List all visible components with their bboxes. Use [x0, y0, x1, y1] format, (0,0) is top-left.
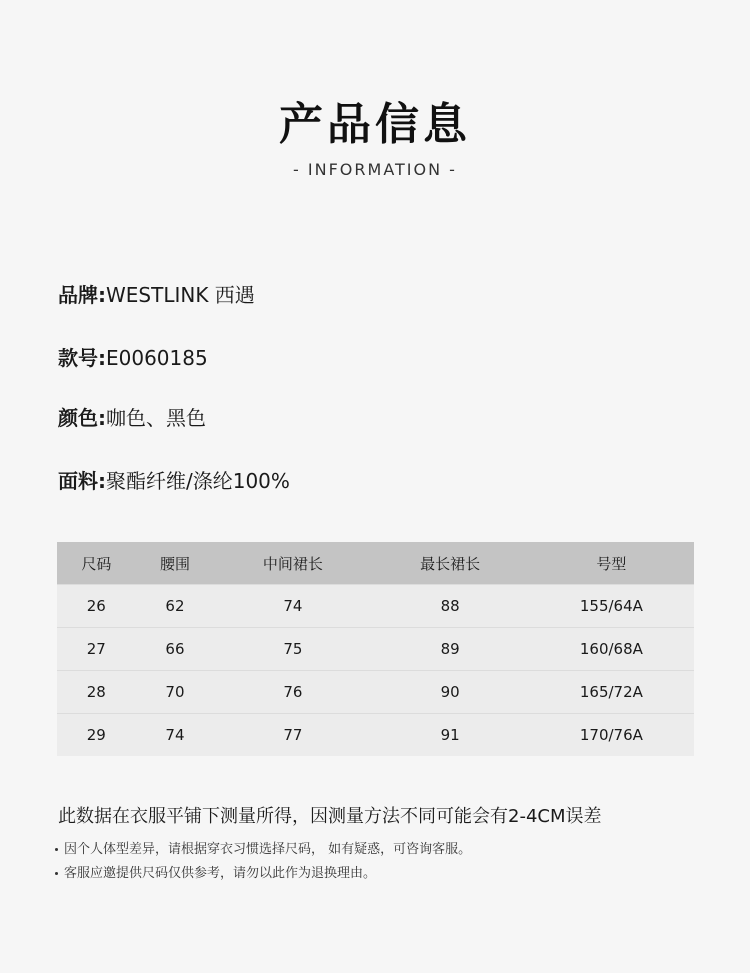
page-title: 产品信息	[279, 99, 471, 150]
table-cell: 28	[57, 671, 136, 714]
header-size: 尺码	[57, 542, 136, 585]
table-row	[57, 585, 694, 628]
table-cell: 89	[372, 628, 529, 671]
size-table	[57, 542, 694, 756]
table-cell: 91	[372, 714, 529, 757]
info-model-label: 款号:	[58, 346, 106, 370]
note-item-text: 因个人体型差异，请根据穿衣习惯选择尺码， 如有疑惑，可咨询客服。	[64, 842, 472, 857]
table-cell: 155/64A	[529, 585, 694, 628]
table-cell: 29	[57, 714, 136, 757]
table-cell: 70	[136, 671, 215, 714]
info-fabric-label: 面料:	[58, 469, 106, 493]
measurement-note-title: 此数据在衣服平铺下测量所得，因测量方法不同可能会有2-4CM误差	[58, 806, 602, 827]
info-model-value: E0060185	[106, 346, 208, 370]
header-mid-length: 中间裙长	[214, 542, 371, 585]
table-cell: 88	[372, 585, 529, 628]
info-model	[58, 342, 208, 371]
table-cell: 76	[214, 671, 371, 714]
table-cell: 165/72A	[529, 671, 694, 714]
table-cell: 74	[214, 585, 371, 628]
table-row	[57, 671, 694, 714]
table-cell: 160/68A	[529, 628, 694, 671]
note-item-text: 客服应邀提供尺码仅供参考，请勿以此作为退换理由。	[64, 866, 377, 881]
header-fit: 号型	[529, 542, 694, 585]
header-max-length: 最长裙长	[372, 542, 529, 585]
bullet-icon	[55, 848, 58, 851]
table-cell: 90	[372, 671, 529, 714]
header-waist: 腰围	[136, 542, 215, 585]
info-color-label: 颜色:	[58, 406, 106, 430]
table-cell: 75	[214, 628, 371, 671]
table-cell: 170/76A	[529, 714, 694, 757]
table-cell: 77	[214, 714, 371, 757]
info-brand-label: 品牌:	[58, 283, 106, 307]
info-fabric	[58, 465, 290, 494]
info-fabric-value: 聚酯纤维/涤纶100%	[106, 469, 290, 493]
table-header-row	[57, 542, 694, 585]
table-row	[57, 628, 694, 671]
info-color-value: 咖色、黑色	[106, 406, 206, 430]
info-color	[58, 402, 206, 431]
table-row	[57, 714, 694, 757]
info-brand-value: WESTLINK 西遇	[106, 283, 255, 307]
table-cell: 27	[57, 628, 136, 671]
table-cell: 74	[136, 714, 215, 757]
table-cell: 66	[136, 628, 215, 671]
info-brand	[58, 279, 255, 308]
page-subtitle: - INFORMATION -	[293, 160, 457, 179]
bullet-icon	[55, 872, 58, 875]
note-item	[55, 862, 376, 881]
note-item	[55, 838, 471, 857]
table-cell: 26	[57, 585, 136, 628]
table-cell: 62	[136, 585, 215, 628]
